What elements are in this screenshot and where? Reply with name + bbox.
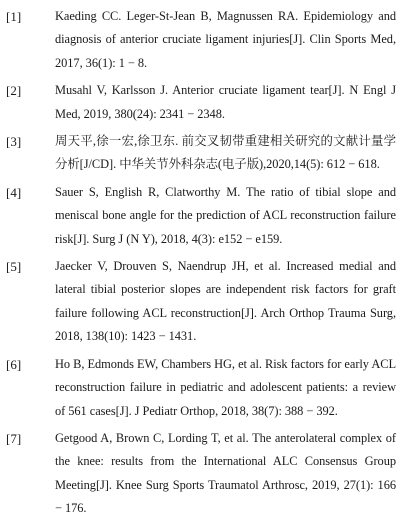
reference-text: Ho B, Edmonds EW, Chambers HG, et al. Risk factors for early ACL reconstruction failure in pediatric and adolescent patients: a review of 561 cases[J]. J Pediatr Orthop, 2018, 38(7): 388 − 392. bbox=[55, 356, 396, 418]
reference-text: Jaecker V, Drouven S, Naendrup JH, et al. Increased medial and lateral tibial posterior slopes are independent risk factors for graft failure following ACL reconstruction[J]. Arch Orthop Trauma Surg, 2018, 138(10): 1423 − 1431. bbox=[55, 259, 396, 344]
reference-number: [2] bbox=[6, 83, 22, 99]
reference-text: Kaeding CC. Leger-St-Jean B, Magnussen RA. Epidemiology and diagnosis of anterior cruciate ligament injuries[J]. Clin Sports Med, 2017, 36(1): 1 − 8. bbox=[55, 9, 396, 70]
reference-number: [7] bbox=[6, 430, 22, 446]
reference-text: Musahl V, Karlsson J. Anterior cruciate ligament tear[J]. N Engl J Med, 2019, 380(24): 2341 − 2348. bbox=[55, 83, 396, 121]
reference-item-5 bbox=[6, 255, 396, 349]
reference-number: [1] bbox=[6, 9, 22, 24]
reference-item-6 bbox=[6, 353, 396, 423]
reference-number: [4] bbox=[6, 184, 22, 200]
reference-item-1 bbox=[6, 5, 396, 75]
reference-item-3 bbox=[6, 130, 396, 177]
reference-list bbox=[6, 5, 396, 525]
reference-item-4 bbox=[6, 181, 396, 251]
reference-text: 周天平,徐一宏,徐卫东. 前交叉韧带重建相关研究的文献计量学分析[J/CD]. 中华关节外科杂志(电子版),2020,14(5): 612 − 618. bbox=[55, 134, 396, 172]
reference-text: Getgood A, Brown C, Lording T, et al. The anterolateral complex of the knee: results from the International ALC Consensus Group Meeting[J]. Knee Surg Sports Traumatol Arthrosc, 2019, 27(1): 166 − 176. bbox=[55, 430, 396, 516]
reference-item-7 bbox=[6, 427, 396, 521]
reference-number: [5] bbox=[6, 259, 22, 275]
reference-item-2 bbox=[6, 79, 396, 126]
reference-text: Sauer S, English R, Clatworthy M. The ratio of tibial slope and meniscal bone angle for the prediction of ACL reconstruction failure risk[J]. Surg J (N Y), 2018, 4(3): e152 − e159. bbox=[55, 184, 396, 246]
reference-number: [6] bbox=[6, 356, 22, 372]
reference-number: [3] bbox=[6, 134, 22, 150]
